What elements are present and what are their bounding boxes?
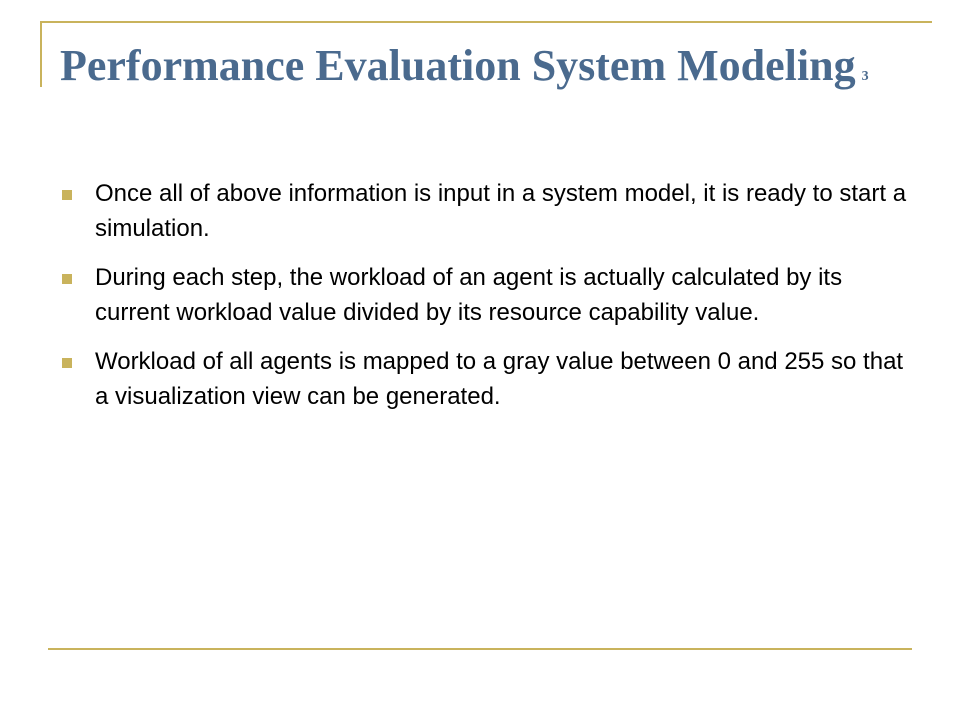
bullet-text: During each step, the workload of an agent is actually calculated by its current workload value divided by its resource capability value. (95, 264, 843, 326)
square-bullet-icon (62, 274, 72, 284)
slide-title-suffix: 3 (861, 69, 869, 84)
list-item (60, 260, 910, 330)
bullet-text: Workload of all agents is mapped to a gray value between 0 and 255 so that a visualization view can be generated. (95, 348, 904, 410)
square-bullet-icon (62, 190, 72, 200)
frame-left-rule (40, 21, 42, 87)
list-item (60, 176, 910, 246)
slide-title-text: Performance Evaluation System Modeling (60, 41, 856, 90)
list-item (60, 344, 910, 414)
square-bullet-icon (62, 358, 72, 368)
slide-title (60, 38, 920, 105)
frame-bottom-rule (48, 648, 912, 650)
frame-top-rule (40, 21, 932, 23)
bullet-list (60, 176, 910, 428)
bullet-text: Once all of above information is input in a system model, it is ready to start a simulation. (95, 180, 907, 242)
